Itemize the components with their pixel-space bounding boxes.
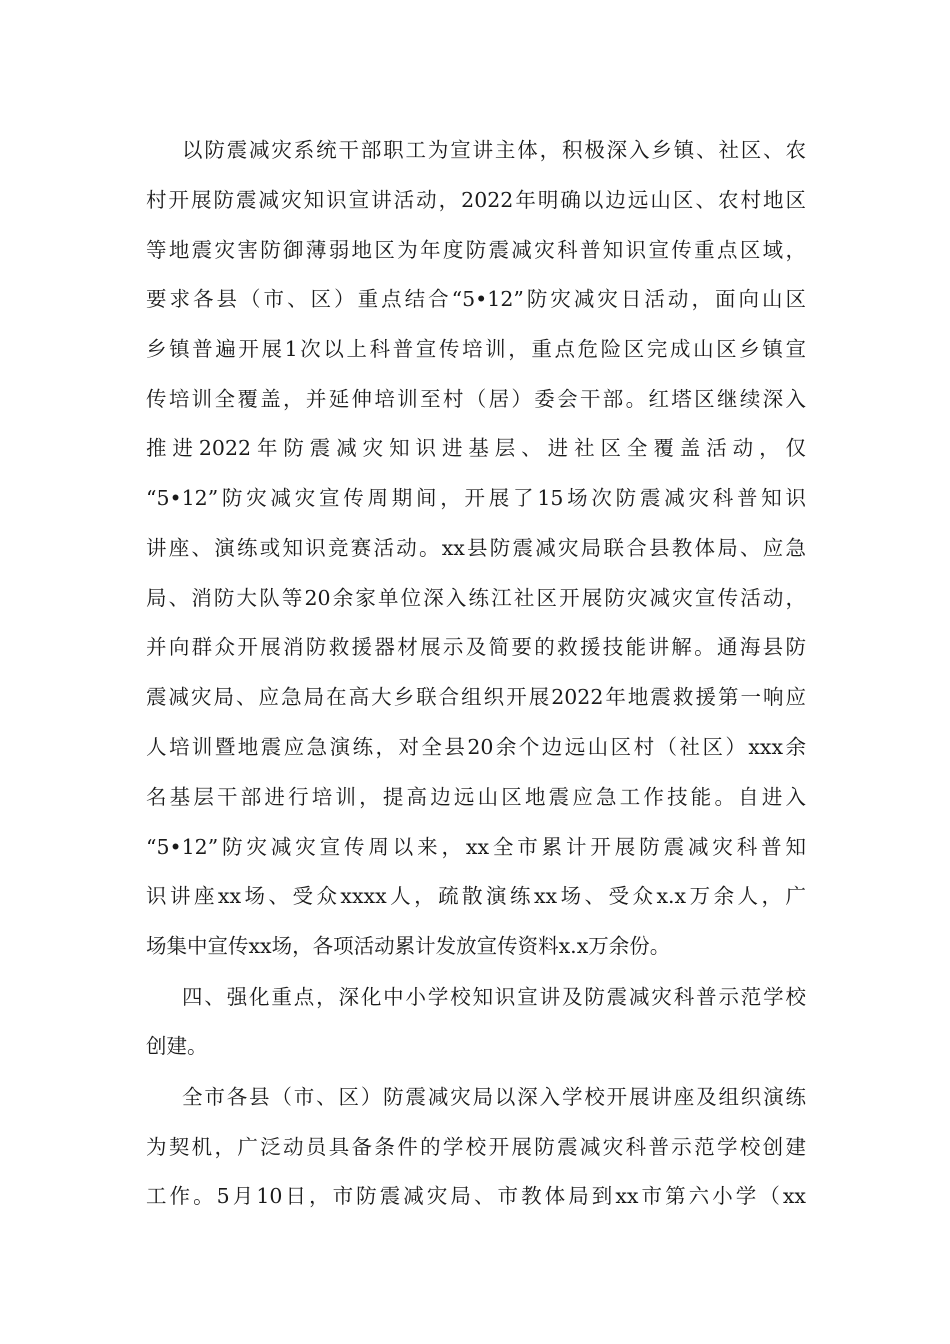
paragraph-line: 推进2022年防震减灾知识进基层、进社区全覆盖活动，仅 bbox=[146, 436, 806, 460]
paragraph-line: 讲座、演练或知识竞赛活动。xx县防震减灾局联合县教体局、应急 bbox=[146, 536, 806, 560]
paragraph-line: 全市各县（市、区）防震减灾局以深入学校开展讲座及组织演练 bbox=[182, 1085, 806, 1109]
paragraph-line: 识讲座xx场、受众xxxx人，疏散演练xx场、受众x.x万余人，广 bbox=[146, 884, 806, 908]
paragraph-line: 村开展防震减灾知识宣讲活动，2022年明确以边远山区、农村地区 bbox=[146, 188, 806, 212]
paragraph-line: “5•12”防灾减灾宣传周以来，xx全市累计开展防震减灾科普知 bbox=[146, 835, 806, 859]
section-heading: 四、强化重点，深化中小学校知识宣讲及防震减灾科普示范学校 bbox=[182, 985, 806, 1009]
paragraph-line: “5•12”防灾减灾宣传周期间，开展了15场次防震减灾科普知识 bbox=[146, 486, 806, 510]
paragraph-line: 要求各县（市、区）重点结合“5•12”防灾减灾日活动，面向山区 bbox=[146, 287, 806, 311]
paragraph-line: 并向群众开展消防救援器材展示及简要的救援技能讲解。通海县防 bbox=[146, 635, 806, 659]
paragraph-line: 工作。5月10日，市防震减灾局、市教体局到xx市第六小学（xx bbox=[146, 1184, 806, 1208]
paragraph-line: 人培训暨地震应急演练，对全县20余个边远山区村（社区）xxx余 bbox=[146, 735, 806, 759]
paragraph-line: 名基层干部进行培训，提高边远山区地震应急工作技能。自进入 bbox=[146, 785, 806, 809]
paragraph-line: 场集中宣传xx场，各项活动累计发放宣传资料x.x万余份。 bbox=[146, 934, 671, 958]
paragraph-line: 传培训全覆盖，并延伸培训至村（居）委会干部。红塔区继续深入 bbox=[146, 387, 806, 411]
section-heading-continued: 创建。 bbox=[146, 1034, 208, 1058]
paragraph-line: 震减灾局、应急局在高大乡联合组织开展2022年地震救援第一响应 bbox=[146, 685, 806, 709]
paragraph-line: 等地震灾害防御薄弱地区为年度防震减灾科普知识宣传重点区域， bbox=[146, 238, 806, 262]
paragraph-line: 乡镇普遍开展1次以上科普宣传培训，重点危险区完成山区乡镇宣 bbox=[146, 337, 806, 361]
paragraph-line: 为契机，广泛动员具备条件的学校开展防震减灾科普示范学校创建 bbox=[146, 1135, 806, 1159]
paragraph-line: 以防震减灾系统干部职工为宣讲主体，积极深入乡镇、社区、农 bbox=[182, 138, 806, 162]
paragraph-line: 局、消防大队等20余家单位深入练江社区开展防灾减灾宣传活动， bbox=[146, 586, 806, 610]
